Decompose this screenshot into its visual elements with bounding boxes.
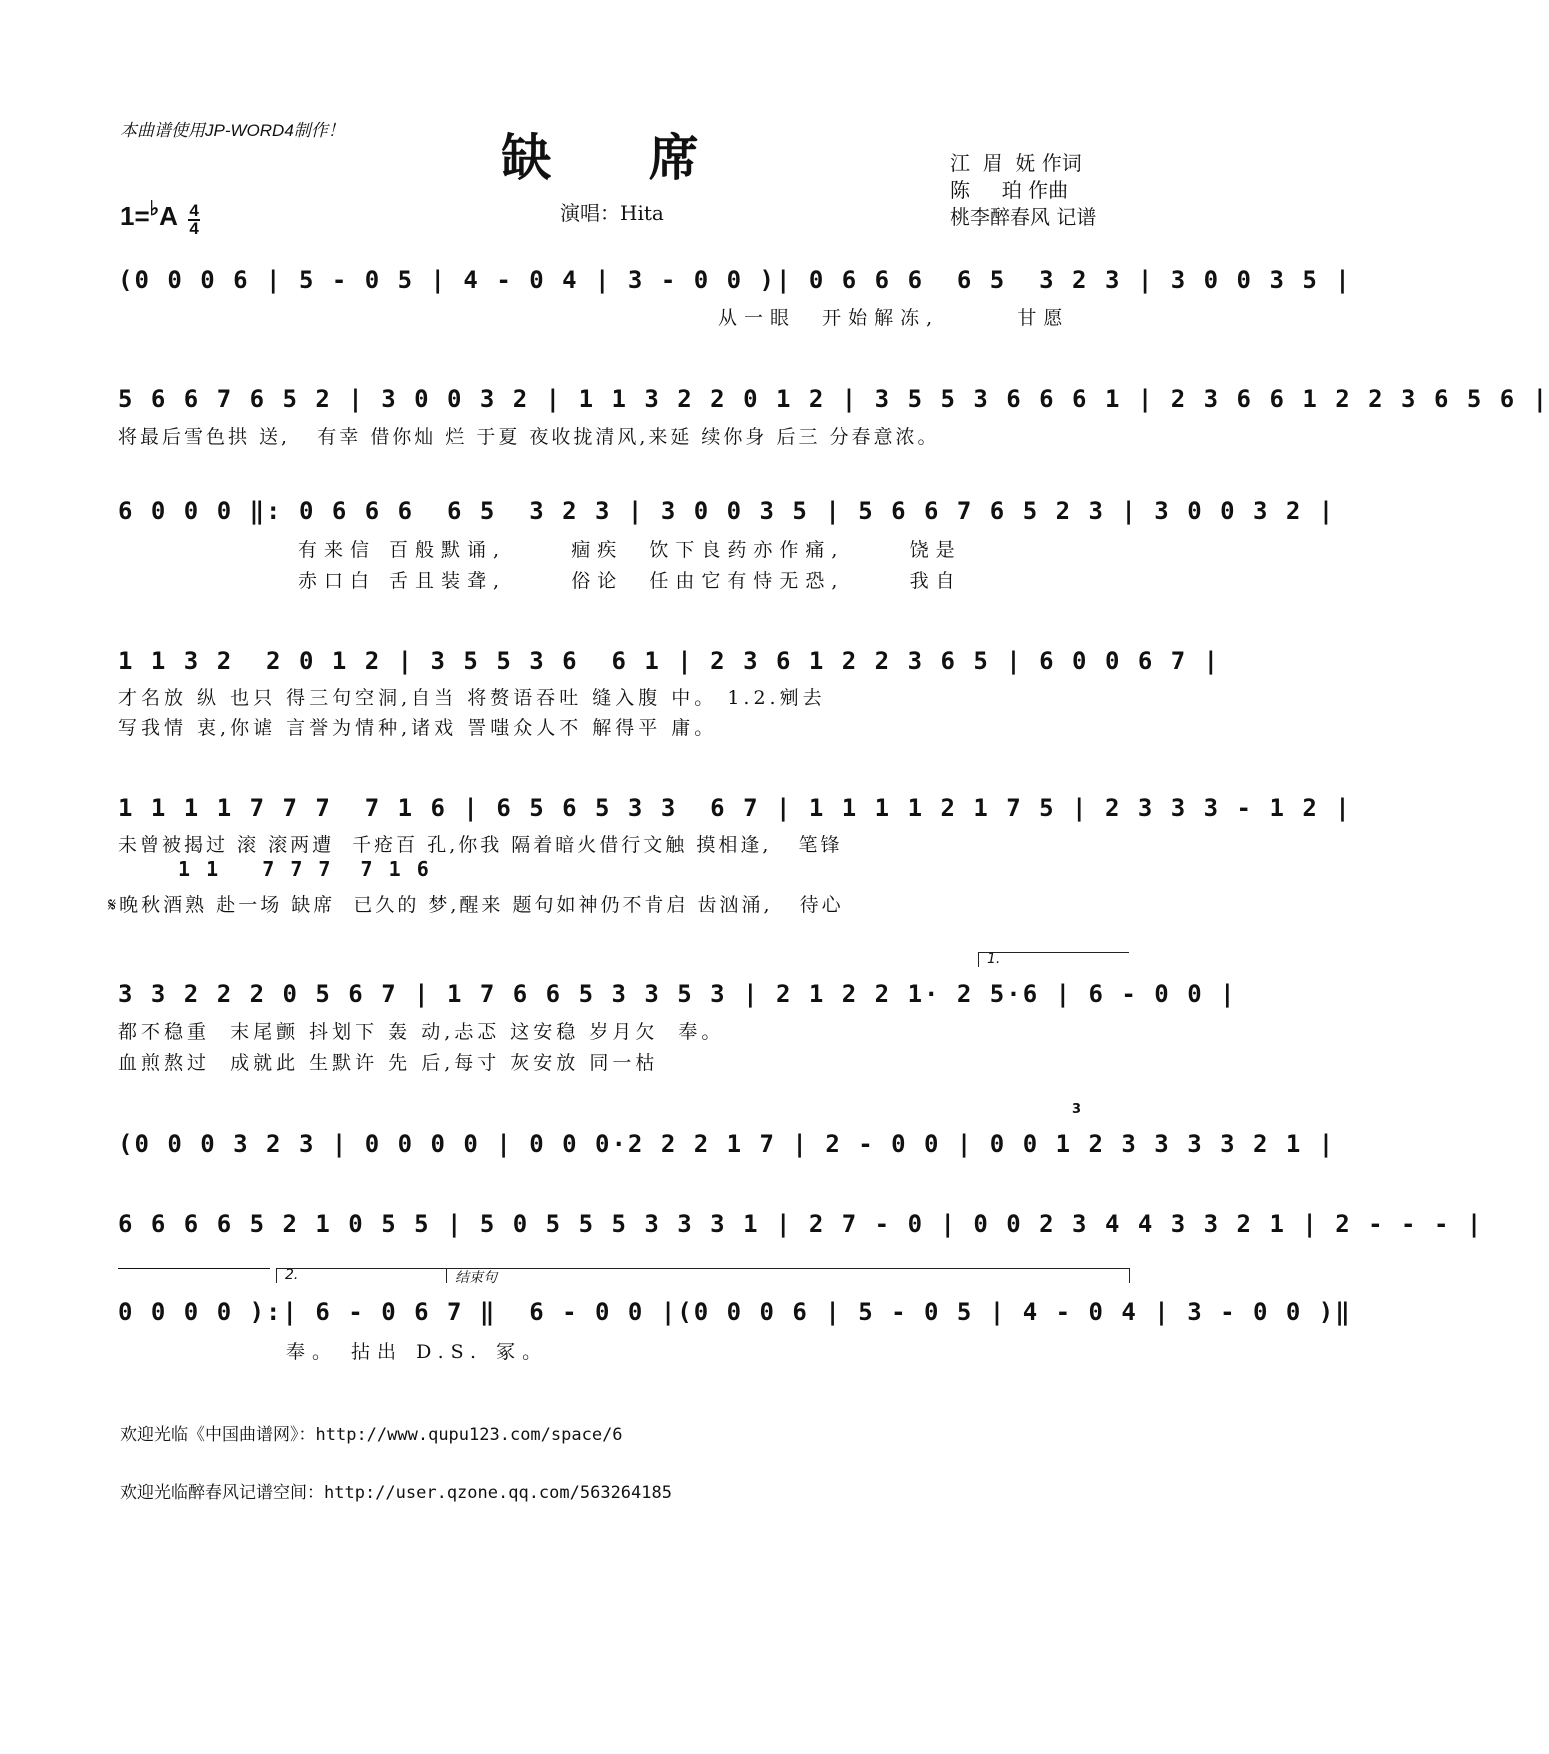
lyric-line-5a: 未曾被揭过 滚 滚两遭 千疮百 孔,你我 隔着暗火借行文触 摸相逢, 笔锋 [118, 834, 843, 856]
lyric-line-2: 将最后雪色拱 送, 有幸 借你灿 烂 于夏 夜收拢清风,来延 续你身 后三 分春意浓。 [118, 426, 940, 448]
coda-bracket [446, 1268, 1130, 1286]
coda-label: 结束句 [455, 1270, 497, 1286]
lyric-line-5b: 𝄋晚秋酒熟 赴一场 缺席 已久的 梦,醒来 题句如神仍不肯启 齿汹涌, 待心 [108, 894, 844, 916]
time-bottom: 4 [189, 219, 199, 238]
key-note: A [159, 201, 177, 231]
notation-line-5: 1 1 1 1 7 7 7 7 1 6 | 6 5 6 5 3 3 6 7 | 1 1 1 1 2 1 7 5 | 2 3 3 3 - 1 2 | [118, 794, 1352, 822]
flat-sign: ♭ [149, 198, 160, 220]
lyric-line-1: 从一眼 开始解冻, 甘愿 [718, 307, 1070, 329]
lyric-line-3b: 赤口白 舌且装聋, 俗论 任由它有恃无恐, 我自 [298, 570, 962, 592]
first-ending-label: 1. [987, 951, 1001, 967]
lyric-line-3a: 有来信 百般默诵, 痼疾 饮下良药亦作痛, 饶是 [298, 539, 962, 561]
notation-line-1: (0 0 0 6 | 5 - 0 5 | 4 - 0 4 | 3 - 0 0 )| 0 6 6 6 6 5 3 2 3 | 3 0 0 3 5 | [118, 266, 1352, 294]
made-with-note: 本曲谱使用JP-WORD4制作！ [120, 121, 345, 140]
notation-line-6: 3 3 2 2 2 0 5 6 7 | 1 7 6 6 5 3 3 5 3 | 2 1 2 2 1· 2 5·6 | 6 - 0 0 | [118, 980, 1237, 1008]
lyricist: 江 眉 妩 作词 [950, 151, 1082, 175]
lyric-line-4b: 写我情 衷,你谑 言誉为情种,诸戏 詈嗤众人不 解得平 庸。 [118, 717, 718, 739]
notation-line-3: 6 0 0 0 ‖: 0 6 6 6 6 5 3 2 3 | 3 0 0 3 5 | 5 6 6 7 6 5 2 3 | 3 0 0 3 2 | [118, 497, 1336, 525]
notation-line-8: 6 6 6 6 5 2 1 0 5 5 | 5 0 5 5 5 3 3 3 1 | 2 7 - 0 | 0 0 2 3 4 4 3 3 2 1 | 2 - - - | [118, 1210, 1484, 1238]
triplet-mark: 3 [1072, 1102, 1082, 1117]
second-ending-label: 2. [285, 1267, 299, 1283]
notation-line-2: 5 6 6 7 6 5 2 | 3 0 0 3 2 | 1 1 3 2 2 0 1 2 | 3 5 5 3 6 6 6 1 | 2 3 6 6 1 2 2 3 6 5 6 | [118, 385, 1549, 413]
first-ending-continuation [118, 1268, 270, 1269]
song-title: 缺 席 [501, 128, 739, 187]
composer: 陈 珀 作曲 [950, 178, 1069, 202]
time-signature [188, 203, 200, 237]
singer: 演唱：Hita [560, 201, 664, 225]
notation-line-4: 1 1 3 2 2 0 1 2 | 3 5 5 3 6 6 1 | 2 3 6 1 2 2 3 6 5 | 6 0 0 6 7 | [118, 647, 1221, 675]
transcriber: 桃李醉春风 记谱 [950, 205, 1097, 229]
second-ending-bracket [276, 1268, 447, 1283]
credits [950, 150, 1096, 231]
notation-line-9: 0 0 0 0 ):| 6 - 0 6 7 ‖ 6 - 0 0 |(0 0 0 6 | 5 - 0 5 | 4 - 0 4 | 3 - 0 0 )‖ [118, 1298, 1352, 1326]
lyric-line-6b: 血煎熬过 成就此 生默许 先 后,每寸 灰安放 同一枯 [118, 1052, 659, 1074]
footer-link-qupu[interactable]: 欢迎光临《中国曲谱网》：http://www.qupu123.com/space/6 [120, 1425, 623, 1445]
footer-link-qzone[interactable]: 欢迎光临醉春风记谱空间：http://user.qzone.qq.com/563264185 [120, 1483, 672, 1503]
lyric-line-9: 奉。 拈出 D.S. 冢。 [286, 1341, 549, 1363]
first-ending-bracket [978, 952, 1129, 967]
lyric-line-6a: 都不稳重 末尾颤 抖划下 轰 动,忐忑 这安稳 岁月欠 奉。 [118, 1021, 725, 1043]
time-top: 4 [189, 201, 199, 220]
lyric-line-4a: 才名放 纵 也只 得三句空洞,自当 将赘语吞吐 缝入腹 中。 1.2.剜去 [118, 687, 826, 709]
notation-line-7: (0 0 0 3 2 3 | 0 0 0 0 | 0 0 0·2 2 2 1 7 | 2 - 0 0 | 0 0 1 2 3 3 3 3 2 1 | [118, 1130, 1336, 1158]
notation-line-5-variant: 1 1 7 7 7 7 1 6 [178, 857, 431, 881]
key-prefix: 1= [120, 201, 150, 231]
key-signature [120, 196, 200, 237]
